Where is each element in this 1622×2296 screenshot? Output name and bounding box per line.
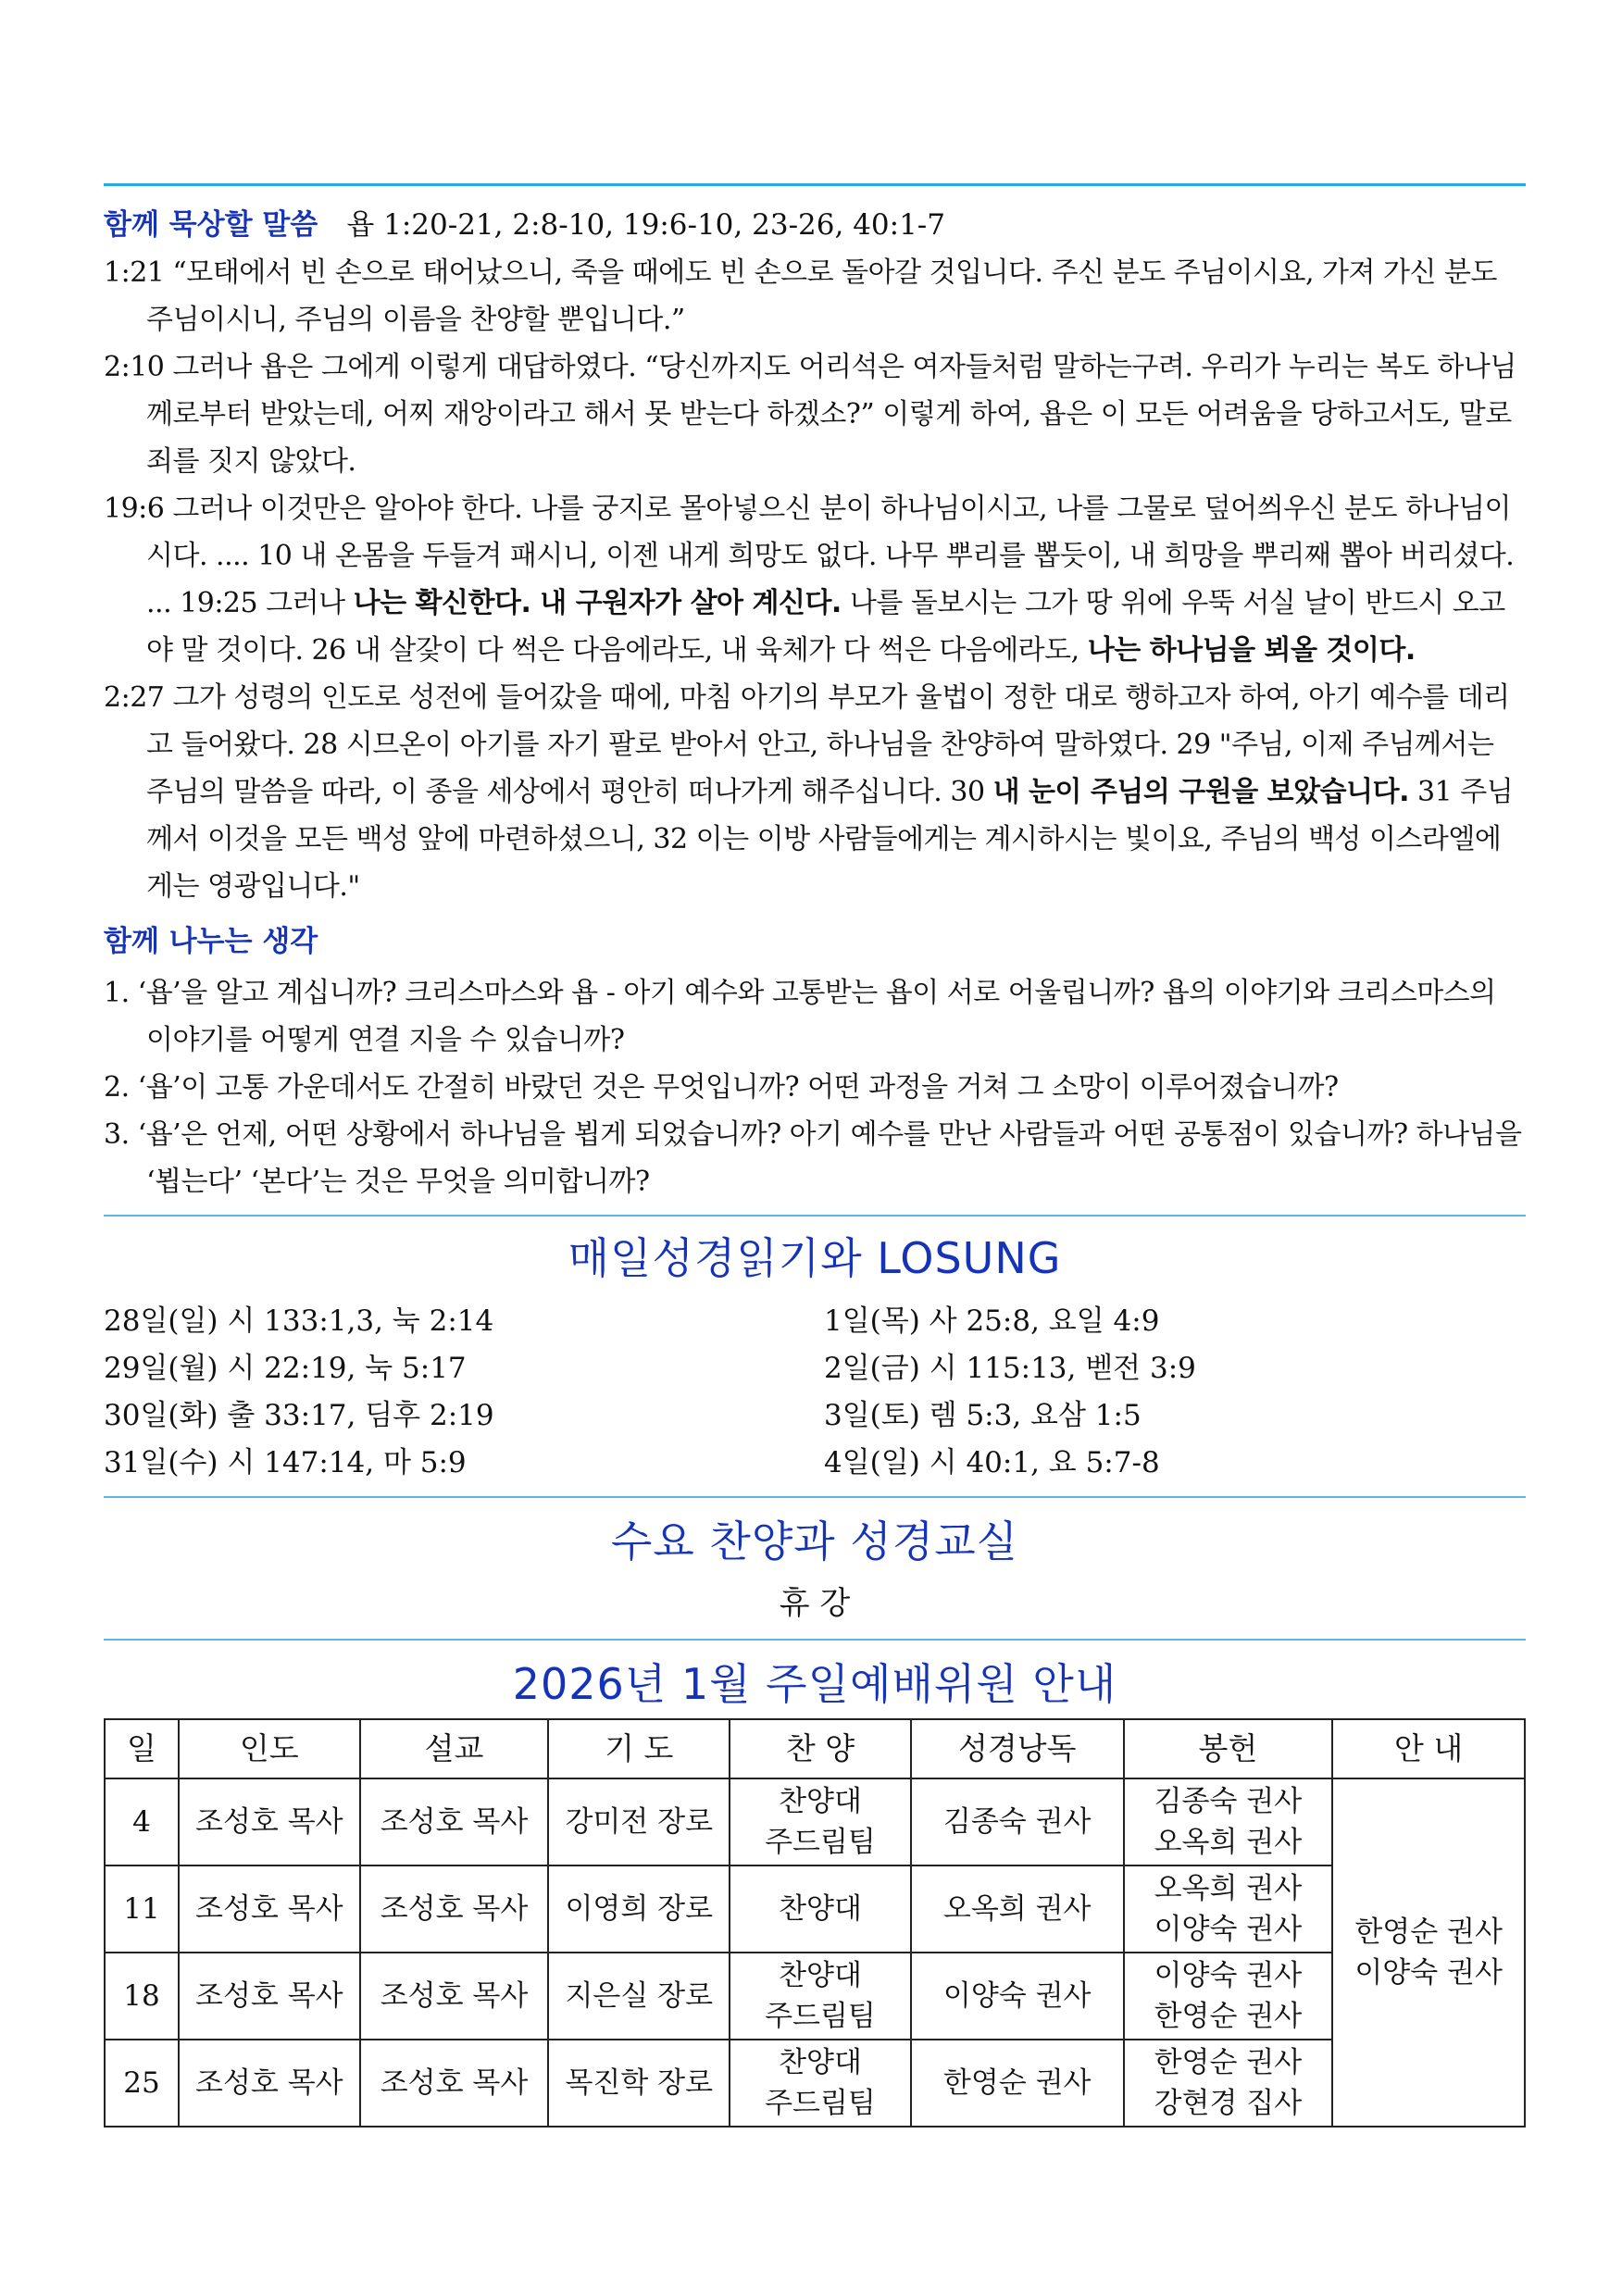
cell-lead: 조성호 목사: [179, 1778, 360, 1866]
header-lead: 인도: [179, 1719, 360, 1778]
cell-sermon: 조성호 목사: [360, 1953, 549, 2040]
reading-item: 29일(월) 시 22:19, 눅 5:17: [104, 1352, 467, 1385]
header-prayer: 기 도: [548, 1719, 730, 1778]
verse-2-10: 2:10 그러나 욥은 그에게 이렇게 대답하였다. “당신까지도 어리석은 여자들처럼 말하는구려. 우리가 누리는 복도 하나님께로부터 받았는데, 어찌 재앙이라고 해서 못 받는다 하겠소?” 이렇게 하여, 욥은 이 모든 어려움을 당하고서도, 말로 죄를 짓지 않았다.: [104, 351, 1516, 478]
roster-title: 2026년 1월 주일예배위원 안내: [512, 1659, 1117, 1709]
cell-day: 18: [105, 1953, 179, 2040]
wednesday-title: 수요 찬양과 성경교실: [610, 1516, 1019, 1566]
emphasis-text: 나는 하나님을 뵈올 것이다.: [1087, 634, 1416, 667]
reading-item: 1일(목) 사 25:8, 요일 4:9: [824, 1304, 1160, 1338]
roster-header-row: [105, 1719, 1525, 1778]
cell-prayer: 강미전 장로: [548, 1778, 730, 1866]
table-row: [105, 1953, 1525, 2040]
cell-reading: 이양숙 권사: [911, 1953, 1124, 2040]
table-row: [105, 2040, 1525, 2127]
cell-prayer: 목진학 장로: [548, 2040, 730, 2127]
divider-3: [104, 1496, 1526, 1498]
cell-sermon: 조성호 목사: [360, 1866, 549, 1953]
verse-1-21: 1:21 “모태에서 빈 손으로 태어났으니, 죽을 때에도 빈 손으로 돌아갈 것입니다. 주신 분도 주님이시요, 가져 가신 분도 주님이시니, 주님의 이름을 찬양할 뿐입니다.”: [104, 256, 1498, 336]
emphasis-text: 내 눈이 주님의 구원을 보았습니다.: [992, 776, 1409, 808]
emphasis-text: 나는 확신한다. 내 구원자가 살아 계신다.: [353, 587, 842, 619]
reading-item: 4일(일) 시 40:1, 요 5:7-8: [824, 1446, 1160, 1479]
cell-praise: 찬양대: [730, 1866, 911, 1953]
header-day: 일: [105, 1719, 179, 1778]
cell-offering: 한영순 권사 강현경 집사: [1124, 2040, 1333, 2127]
cell-day: 4: [105, 1778, 179, 1866]
cell-offering: 김종숙 권사 오옥희 권사: [1124, 1778, 1333, 1866]
reading-column-right: [805, 1298, 1526, 1487]
thoughts-list: [104, 969, 1526, 1205]
meditation-heading-row: [104, 201, 1526, 247]
cell-lead: 조성호 목사: [179, 1866, 360, 1953]
header-reading: 성경낭독: [911, 1719, 1124, 1778]
cell-reading: 한영순 권사: [911, 2040, 1124, 2127]
reading-item: 2일(금) 시 115:13, 벧전 3:9: [824, 1352, 1196, 1385]
cell-day: 25: [105, 2040, 179, 2127]
top-divider: [104, 183, 1526, 186]
divider-2: [104, 1215, 1526, 1217]
reading-item: 28일(일) 시 133:1,3, 눅 2:14: [104, 1304, 494, 1338]
meditation-verses: [104, 249, 1526, 910]
cell-reading: 오옥희 권사: [911, 1866, 1124, 1953]
question-1: 1. ‘욥’을 알고 계십니까? 크리스마스와 욥 - 아기 예수와 고통받는 욥이 서로 어울립니까? 욥의 이야기와 크리스마스의 이야기를 어떻게 연결 지을 수 있습니까?: [104, 977, 1496, 1056]
reading-item: 30일(화) 출 33:17, 딤후 2:19: [104, 1399, 494, 1432]
table-row: [105, 1866, 1525, 1953]
cell-prayer: 이영희 장로: [548, 1866, 730, 1953]
cell-sermon: 조성호 목사: [360, 1778, 549, 1866]
cell-reading: 김종숙 권사: [911, 1778, 1124, 1866]
cell-lead: 조성호 목사: [179, 2040, 360, 2127]
reading-column-left: [104, 1298, 805, 1487]
verse-19-6: 19:6 그러나 이것만은 알아야 한다. 나를 궁지로 몰아넣으신 분이 하나님이시고, 나를 그물로 덮어씌우신 분도 하나님이시다. .... 10 내 온몸을 두들겨 패시니, 이젠 내게 희망도 없다. 나무 뿌리를 뽑듯이, 내 희망을 뿌리째 뽑아 버리셨다. ... 19:25 그러나 나는 확신한다. 내 구원자가 살아 계신다. 나를 돌보시는 그가 땅 위에 우뚝 서실 날이 반드시 오고야 말 것이다. 26 내 살갗이 다 썩은 다음에라도, 내 육체가 다 썩은 다음에라도, 나는 하나님을 뵈올 것이다.: [104, 493, 1515, 667]
reading-item: 3일(토) 렘 5:3, 요삼 1:5: [824, 1399, 1142, 1432]
daily-reading-title: 매일성경읽기와 LOSUNG: [568, 1233, 1062, 1283]
daily-reading-list: [104, 1298, 1526, 1487]
question-2: 2. ‘욥’이 고통 가운데서도 간절히 바랐던 것은 무엇입니까? 어떤 과정을 거쳐 그 소망이 이루어졌습니까?: [104, 1071, 1339, 1104]
question-3: 3. ‘욥’은 언제, 어떤 상황에서 하나님을 뵙게 되었습니까? 아기 예수를 만난 사람들과 어떤 공통점이 있습니까? 하나님을 ‘뵙는다’ ‘본다’는 것은 무엇을 의미합니까?: [104, 1118, 1522, 1198]
cell-lead: 조성호 목사: [179, 1953, 360, 2040]
header-offering: 봉헌: [1124, 1719, 1333, 1778]
bulletin-page: [104, 183, 1526, 2128]
header-sermon: 설교: [360, 1719, 549, 1778]
header-usher: 안 내: [1332, 1719, 1525, 1778]
header-praise: 찬 양: [730, 1719, 911, 1778]
verse-2-27: 2:27 그가 성령의 인도로 성전에 들어갔을 때에, 마침 아기의 부모가 율법이 정한 대로 행하고자 하여, 아기 예수를 데리고 들어왔다. 28 시므온이 아기를 자기 팔로 받아서 안고, 하나님을 찬양하여 말하였다. 29 "주님, 이제 주님께서는 주님의 말씀을 따라, 이 종을 세상에서 평안히 떠나가게 해주십니다. 30 내 눈이 주님의 구원을 보았습니다. 31 주님께서 이것을 모든 백성 앞에 마련하셨으니, 32 이는 이방 사람들에게는 계시하시는 빛이요, 주님의 백성 이스라엘에게는 영광입니다.": [104, 681, 1514, 903]
cell-offering: 이양숙 권사 한영순 권사: [1124, 1953, 1333, 2040]
meditation-reference: 욥 1:20-21, 2:8-10, 19:6-10, 23-26, 40:1-7: [346, 208, 946, 242]
table-row: [105, 1778, 1525, 1866]
roster-table: [104, 1718, 1526, 2128]
reading-item: 31일(수) 시 147:14, 마 5:9: [104, 1446, 467, 1479]
cell-offering: 오옥희 권사 이양숙 권사: [1124, 1866, 1333, 1953]
cell-day: 11: [105, 1866, 179, 1953]
meditation-heading: 함께 묵상할 말씀: [104, 208, 318, 242]
cell-praise: 찬양대 주드림팀: [730, 1778, 911, 1866]
wednesday-status: 휴 강: [779, 1585, 851, 1622]
divider-4: [104, 1639, 1526, 1641]
cell-sermon: 조성호 목사: [360, 2040, 549, 2127]
cell-usher: 한영순 권사 이양숙 권사: [1332, 1778, 1525, 2127]
cell-prayer: 지은실 장로: [548, 1953, 730, 2040]
thoughts-heading: 함께 나누는 생각: [104, 925, 318, 958]
cell-praise: 찬양대 주드림팀: [730, 1953, 911, 2040]
cell-praise: 찬양대 주드림팀: [730, 2040, 911, 2127]
